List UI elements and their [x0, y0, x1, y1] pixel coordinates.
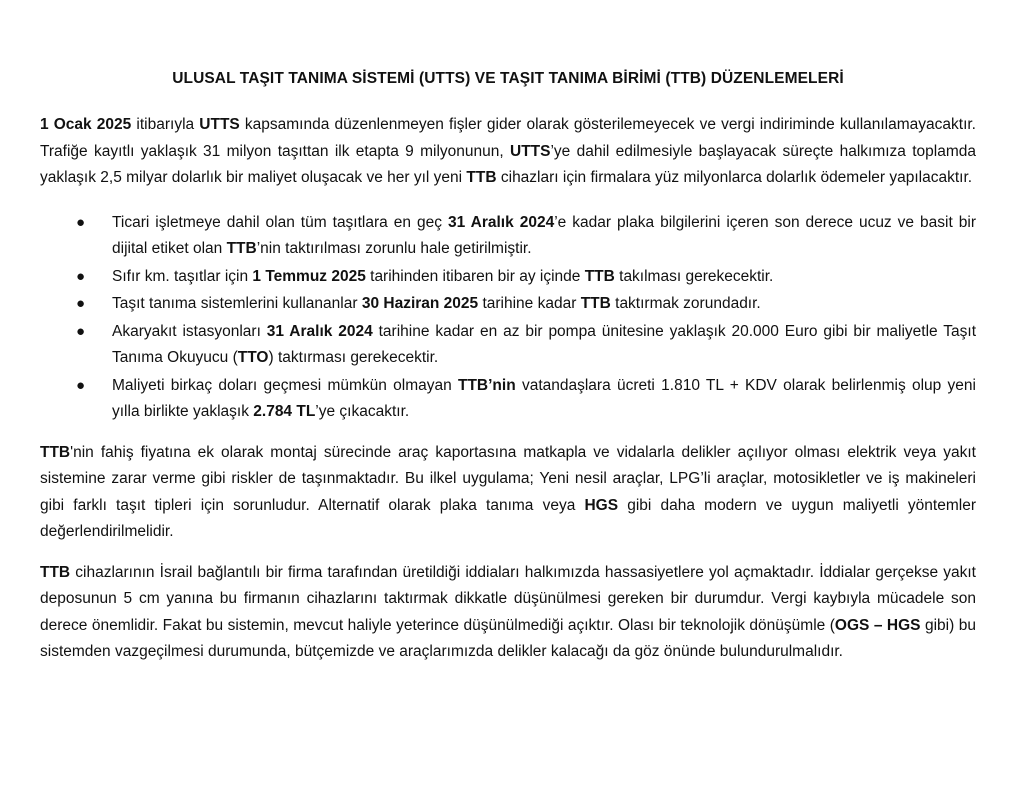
list-item: ● Sıfır km. taşıtlar için 1 Temmuz 2025 tarihinden itibaren bir ay içinde TTB takılması gerekecektir.	[40, 264, 976, 291]
list-item: ● Akaryakıt istasyonları 31 Aralık 2024 tarihine kadar en az bir pompa ünitesine yaklaşık 20.000 Euro gibi bir maliyetle Taşıt Tanıma Okuyucu (TTO) taktırması gerekecektir.	[40, 319, 976, 372]
list-item: ● Taşıt tanıma sistemlerini kullananlar 30 Haziran 2025 tarihine kadar TTB taktırmak zorundadır.	[40, 291, 976, 318]
bullet-icon: ●	[76, 295, 86, 312]
bullet-icon: ●	[76, 213, 86, 231]
bullet-icon: ●	[76, 267, 86, 285]
regulations-list	[40, 210, 976, 426]
hgs-highlight: HGS	[584, 496, 619, 514]
utts-highlight: UTTS	[510, 142, 551, 160]
document-title: ULUSAL TAŞIT TANIMA SİSTEMİ (UTTS) VE TAŞIT TANIMA BİRİMİ (TTB) DÜZENLEMELERİ	[172, 70, 844, 87]
ttb-highlight: TTB	[40, 443, 71, 461]
concerns-paragraph: TTB cihazlarının İsrail bağlantılı bir firma tarafından üretildiği iddiaları halkımızda hassasiyetlere yol açmaktadır. İddialar gerçekse yakıt deposunun 5 cm yanına bu firmanın cihazlarını taktırmak dikkatle düşünülmesi gereken bir durumdur. Vergi kaybıyla mücadele son derece önemlidir. Fakat bu sistemin, mevcut haliyle yeterince düşünülmediği açıktır. Olası bir teknolojik dönüşümle (OGS – HGS gibi) bu sistemden vazgeçilmesi durumunda, bütçemizde ve araçlarımızda delikler kalacağı da göz önünde bulundurulmalıdır.	[40, 563, 976, 660]
utts-highlight: UTTS	[199, 116, 240, 133]
bullet-icon: ●	[76, 376, 86, 394]
ttb-highlight: TTB	[466, 169, 497, 186]
list-item: ● Maliyeti birkaç doları geçmesi mümkün olmayan TTB’nin vatandaşlara ücreti 1.810 TL + KDV olarak belirlenmiş olup yeni yılla birlikte yaklaşık 2.784 TL’ye çıkacaktır.	[40, 373, 976, 426]
list-item: ● Ticari işletmeye dahil olan tüm taşıtlara en geç 31 Aralık 2024’e kadar plaka bilgilerini içeren son derece ucuz ve basit bir dijital etiket olan TTB’nin taktırılması zorunlu hale getirilmiştir.	[40, 210, 976, 263]
ogs-hgs-highlight: OGS – HGS	[834, 616, 921, 634]
installation-risks-paragraph: TTB'nin fahiş fiyatına ek olarak montaj sürecinde araç kaportasına matkapla ve vidalarla delikler açılıyor olması elektrik veya yakıt sistemine zarar verme gibi riskler de taşınmaktadır. Bu ilkel uygulama; Yeni nesil araçlar, LPG’li araçlar, motosikletler ve iş makineleri gibi farklı taşıt tipleri için sorunludur. Alternatif olarak plaka tanıma veya HGS gibi daha modern ve uygun maliyetli yöntemler değerlendirilmelidir.	[40, 443, 976, 540]
bullet-icon: ●	[76, 322, 86, 340]
date-highlight: 1 Ocak 2025	[40, 116, 132, 133]
ttb-highlight: TTB	[40, 563, 71, 581]
intro-paragraph: 1 Ocak 2025 itibarıyla UTTS kapsamında düzenlenmeyen fişler gider olarak gösterilemeyecek ve vergi indiriminde kullanılamayacaktır. Trafiğe kayıtlı yaklaşık 31 milyon taşıttan ilk etapta 9 milyonunun, UTTS’ye dahil edilmesiyle başlayacak süreçte halkımıza toplamda yaklaşık 2,5 milyar dolarlık bir maliyet oluşacak ve her yıl yeni TTB cihazları için firmalara yüz milyonlarca dolarlık ödemeler yapılacaktır.	[40, 116, 976, 186]
